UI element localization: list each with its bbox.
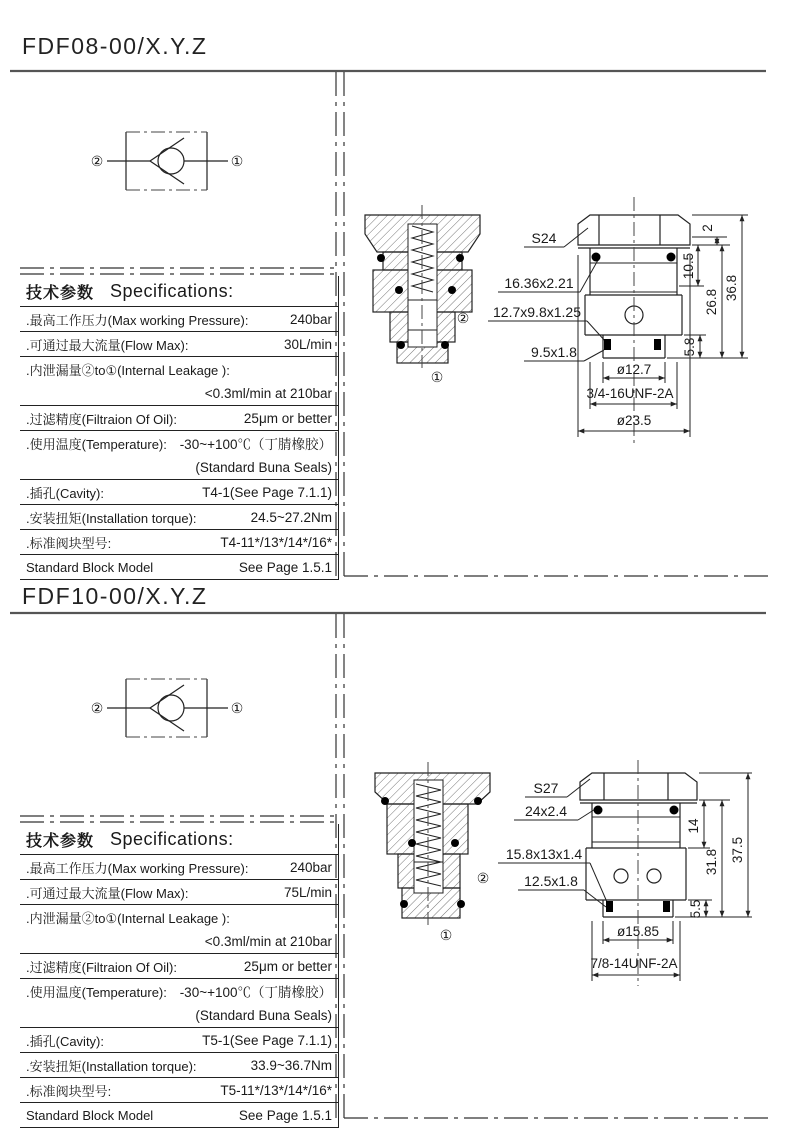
spec-header-cn: 技术参数 bbox=[26, 832, 95, 850]
symbol-port-2: ② bbox=[90, 700, 104, 716]
spec-row-max-pressure: .最高工作压力(Max working Pressure): 240bar bbox=[20, 855, 338, 880]
spec-row-temperature: .使用温度(Temperature): -30~+100℃（丁腈橡胶） bbox=[26, 436, 332, 452]
dim-hex-height: 2 bbox=[700, 224, 715, 232]
xsec-port-2: ② bbox=[476, 870, 490, 886]
model-title-fdf08: FDF08-00/X.Y.Z bbox=[22, 33, 208, 59]
spec-row-seals: (Standard Buna Seals) bbox=[20, 1003, 338, 1028]
spec-row-leakage-value: <0.3ml/min at 210bar bbox=[20, 929, 338, 954]
dim-tip: 5.5 bbox=[688, 899, 703, 919]
seal-top-label: 16.36x2.21 bbox=[504, 275, 574, 291]
dim-overall: 37.5 bbox=[730, 836, 745, 864]
spec-row-flow-max: .可通过最大流量(Flow Max): 75L/min bbox=[20, 880, 338, 905]
symbol-port-1: ① bbox=[230, 153, 244, 169]
dim-tip: 5.8 bbox=[682, 337, 697, 357]
spec-table-fdf08 bbox=[20, 276, 339, 580]
spec-row-leakage: .内泄漏量②to①(Internal Leakage ): bbox=[26, 362, 230, 378]
xsec-port-1: ① bbox=[439, 927, 453, 943]
seal-top-label: 24x2.4 bbox=[524, 803, 568, 819]
dimensions-fdf10 bbox=[590, 773, 752, 981]
wrench-size-label: S24 bbox=[531, 230, 557, 246]
dim-tip-dia: ø15.85 bbox=[616, 924, 660, 939]
dim-neck: 10.5 bbox=[681, 252, 696, 280]
spec-header-en: Specifications: bbox=[110, 280, 234, 301]
cross-section-fdf08 bbox=[365, 205, 480, 385]
spec-row-temperature: .使用温度(Temperature): -30~+100℃（丁腈橡胶） bbox=[26, 984, 332, 1000]
spec-row-filtration: .过滤精度(Filtraion Of Oil): 25μm or better bbox=[20, 406, 338, 431]
external-view-fdf10 bbox=[580, 760, 697, 986]
spec-header-en: Specifications: bbox=[110, 828, 234, 849]
dim-tip-dia: ø12.7 bbox=[616, 362, 652, 377]
spec-row-flow-max: .可通过最大流量(Flow Max): 30L/min bbox=[20, 332, 338, 357]
spec-row-block-model-number: .标准阀块型号: T5-11*/13*/14*/16* bbox=[20, 1078, 338, 1103]
check-valve-symbol-fdf08 bbox=[91, 132, 244, 190]
seal-bottom-label: 12.5x1.8 bbox=[524, 873, 578, 889]
spec-row-torque: .安装扭矩(Installation torque): 24.5~27.2Nm bbox=[20, 505, 338, 530]
external-view-fdf08 bbox=[578, 197, 690, 443]
spec-table-fdf10 bbox=[20, 824, 339, 1128]
cross-section-fdf10 bbox=[375, 762, 490, 943]
spec-row-standard-block: Standard Block Model See Page 1.5.1 bbox=[20, 1103, 338, 1128]
spec-row-leakage-value: <0.3ml/min at 210bar bbox=[20, 381, 338, 406]
dim-body: 26.8 bbox=[704, 288, 719, 316]
check-valve-symbol-fdf10 bbox=[91, 679, 244, 737]
dim-neck: 14 bbox=[686, 818, 701, 834]
xsec-port-2: ② bbox=[456, 310, 470, 326]
spec-row-torque: .安装扭矩(Installation torque): 33.9~36.7Nm bbox=[20, 1053, 338, 1078]
spec-row-cavity: .插孔(Cavity): T4-1(See Page 7.1.1) bbox=[20, 480, 338, 505]
spec-header bbox=[20, 276, 338, 307]
symbol-port-2: ② bbox=[90, 153, 104, 169]
dim-hex-dia: ø23.5 bbox=[616, 413, 652, 428]
dim-thread: 7/8-14UNF-2A bbox=[590, 956, 678, 971]
wrench-size-label: S27 bbox=[533, 780, 559, 796]
model-title-fdf10: FDF10-00/X.Y.Z bbox=[22, 583, 208, 609]
xsec-port-1: ① bbox=[430, 369, 444, 385]
dim-overall: 36.8 bbox=[724, 274, 739, 302]
spec-row-cavity: .插孔(Cavity): T5-1(See Page 7.1.1) bbox=[20, 1028, 338, 1053]
seal-mid-label: 15.8x13x1.4 bbox=[505, 846, 583, 862]
spec-header bbox=[20, 824, 338, 855]
spec-row-seals: (Standard Buna Seals) bbox=[20, 455, 338, 480]
spec-header-cn: 技术参数 bbox=[26, 284, 95, 302]
seal-mid-label: 12.7x9.8x1.25 bbox=[493, 304, 581, 320]
spec-row-max-pressure: .最高工作压力(Max working Pressure): 240bar bbox=[20, 307, 338, 332]
symbol-port-1: ① bbox=[230, 700, 244, 716]
dim-body: 31.8 bbox=[704, 848, 719, 876]
seal-bottom-label: 9.5x1.8 bbox=[531, 344, 577, 360]
callout-labels-fdf10 bbox=[498, 779, 607, 907]
spec-row-leakage: .内泄漏量②to①(Internal Leakage ): bbox=[26, 910, 230, 926]
spec-row-filtration: .过滤精度(Filtraion Of Oil): 25μm or better bbox=[20, 954, 338, 979]
spec-row-block-model-number: .标准阀块型号: T4-11*/13*/14*/16* bbox=[20, 530, 338, 555]
dim-thread: 3/4-16UNF-2A bbox=[586, 386, 674, 401]
spec-row-standard-block: Standard Block Model See Page 1.5.1 bbox=[20, 555, 338, 580]
